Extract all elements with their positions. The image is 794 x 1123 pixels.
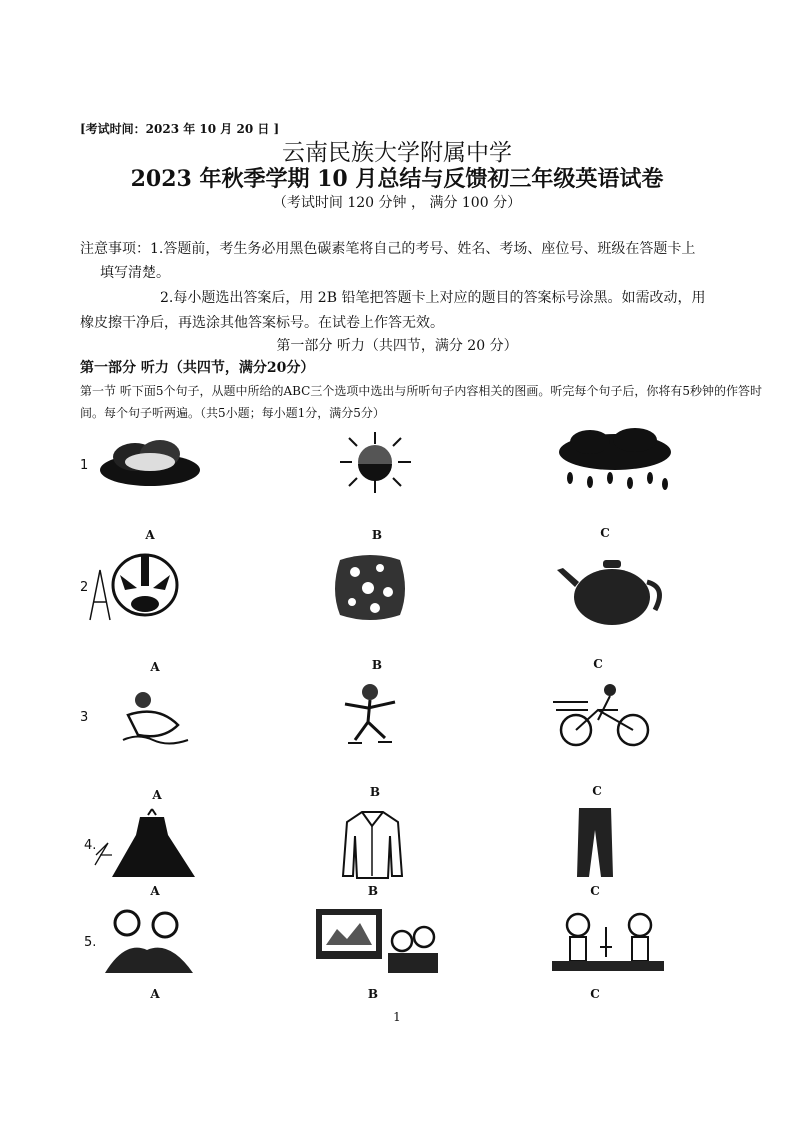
sunny-icon xyxy=(335,430,415,495)
trousers-icon xyxy=(575,805,615,880)
option-label: C xyxy=(600,526,610,540)
school-name: 云南民族大学附属中学 xyxy=(282,140,512,166)
rainy-icon xyxy=(555,428,675,498)
option-label: C xyxy=(590,987,600,1001)
teapot-icon xyxy=(555,552,670,627)
notice-line-1b: 填写清楚。 xyxy=(100,265,170,281)
notice-line-2b: 橡皮擦干净后，再选涂其他答案标号。在试卷上作答无效。 xyxy=(80,315,444,331)
option-label: B xyxy=(367,884,379,898)
question-number: 1 xyxy=(80,458,89,473)
exam-title: 2023 年秋季学期 10 月总结与反馈初三年级英语试卷 xyxy=(130,166,664,192)
part-subheading: 第一部分 听力（共四节，满分20分） xyxy=(80,360,315,376)
cycling-icon xyxy=(548,680,658,750)
option-label: C xyxy=(590,884,600,898)
option-label: B xyxy=(371,528,383,542)
option-label: C xyxy=(593,657,603,671)
swimming-icon xyxy=(118,685,198,750)
option-label: B xyxy=(367,987,379,1001)
exam-subtitle: （考试时间 120 分钟 ， 满分 100 分） xyxy=(272,195,522,211)
question-number: 3 xyxy=(80,710,89,725)
option-label: C xyxy=(592,784,602,798)
exam-time: [考试时间：2023 年 10 月 20 日 ] xyxy=(80,122,280,136)
opera-mask-icon xyxy=(85,550,185,630)
option-label: A xyxy=(152,788,162,802)
question-number: 5. xyxy=(84,935,97,950)
paper-cutting-icon xyxy=(330,550,410,625)
question-number: 2 xyxy=(80,580,89,595)
experiment-icon xyxy=(548,905,668,977)
friends-talking-icon xyxy=(95,905,200,977)
watching-tv-icon xyxy=(312,905,442,977)
part-heading: 第一部分 听力（共四节，满分 20 分） xyxy=(276,338,518,354)
shirt-icon xyxy=(340,808,405,880)
question-number: 4. xyxy=(84,838,97,853)
option-label: A xyxy=(150,884,160,898)
section-instructions: 第一节 听下面5个句子，从题中所给的ABC三个选项中选出与所听句子内容相关的图画。听完每个句子后，你将有5秒钟的作答时间。每个句子听两遍。（共5小题；每小题1分，满分5分） xyxy=(80,384,762,420)
notice-line-1: 注意事项：1.答题前，考生务必用黑色碳素笔将自己的考号、姓名、考场、座位号、班级在答题卡上 xyxy=(80,241,696,257)
option-label: A xyxy=(150,987,160,1001)
option-label: B xyxy=(371,658,383,672)
option-label: A xyxy=(150,660,160,674)
option-label: B xyxy=(369,785,381,799)
notice-line-2: 2.每小题选出答案后，用 2B 铅笔把答题卡上对应的题目的答案标号涂黑。如需改动，用 xyxy=(160,290,706,306)
skating-icon xyxy=(330,680,410,750)
cloudy-icon xyxy=(95,432,205,492)
dress-icon xyxy=(90,805,200,880)
option-label: A xyxy=(145,528,155,542)
page-number: 1 xyxy=(393,1010,401,1024)
